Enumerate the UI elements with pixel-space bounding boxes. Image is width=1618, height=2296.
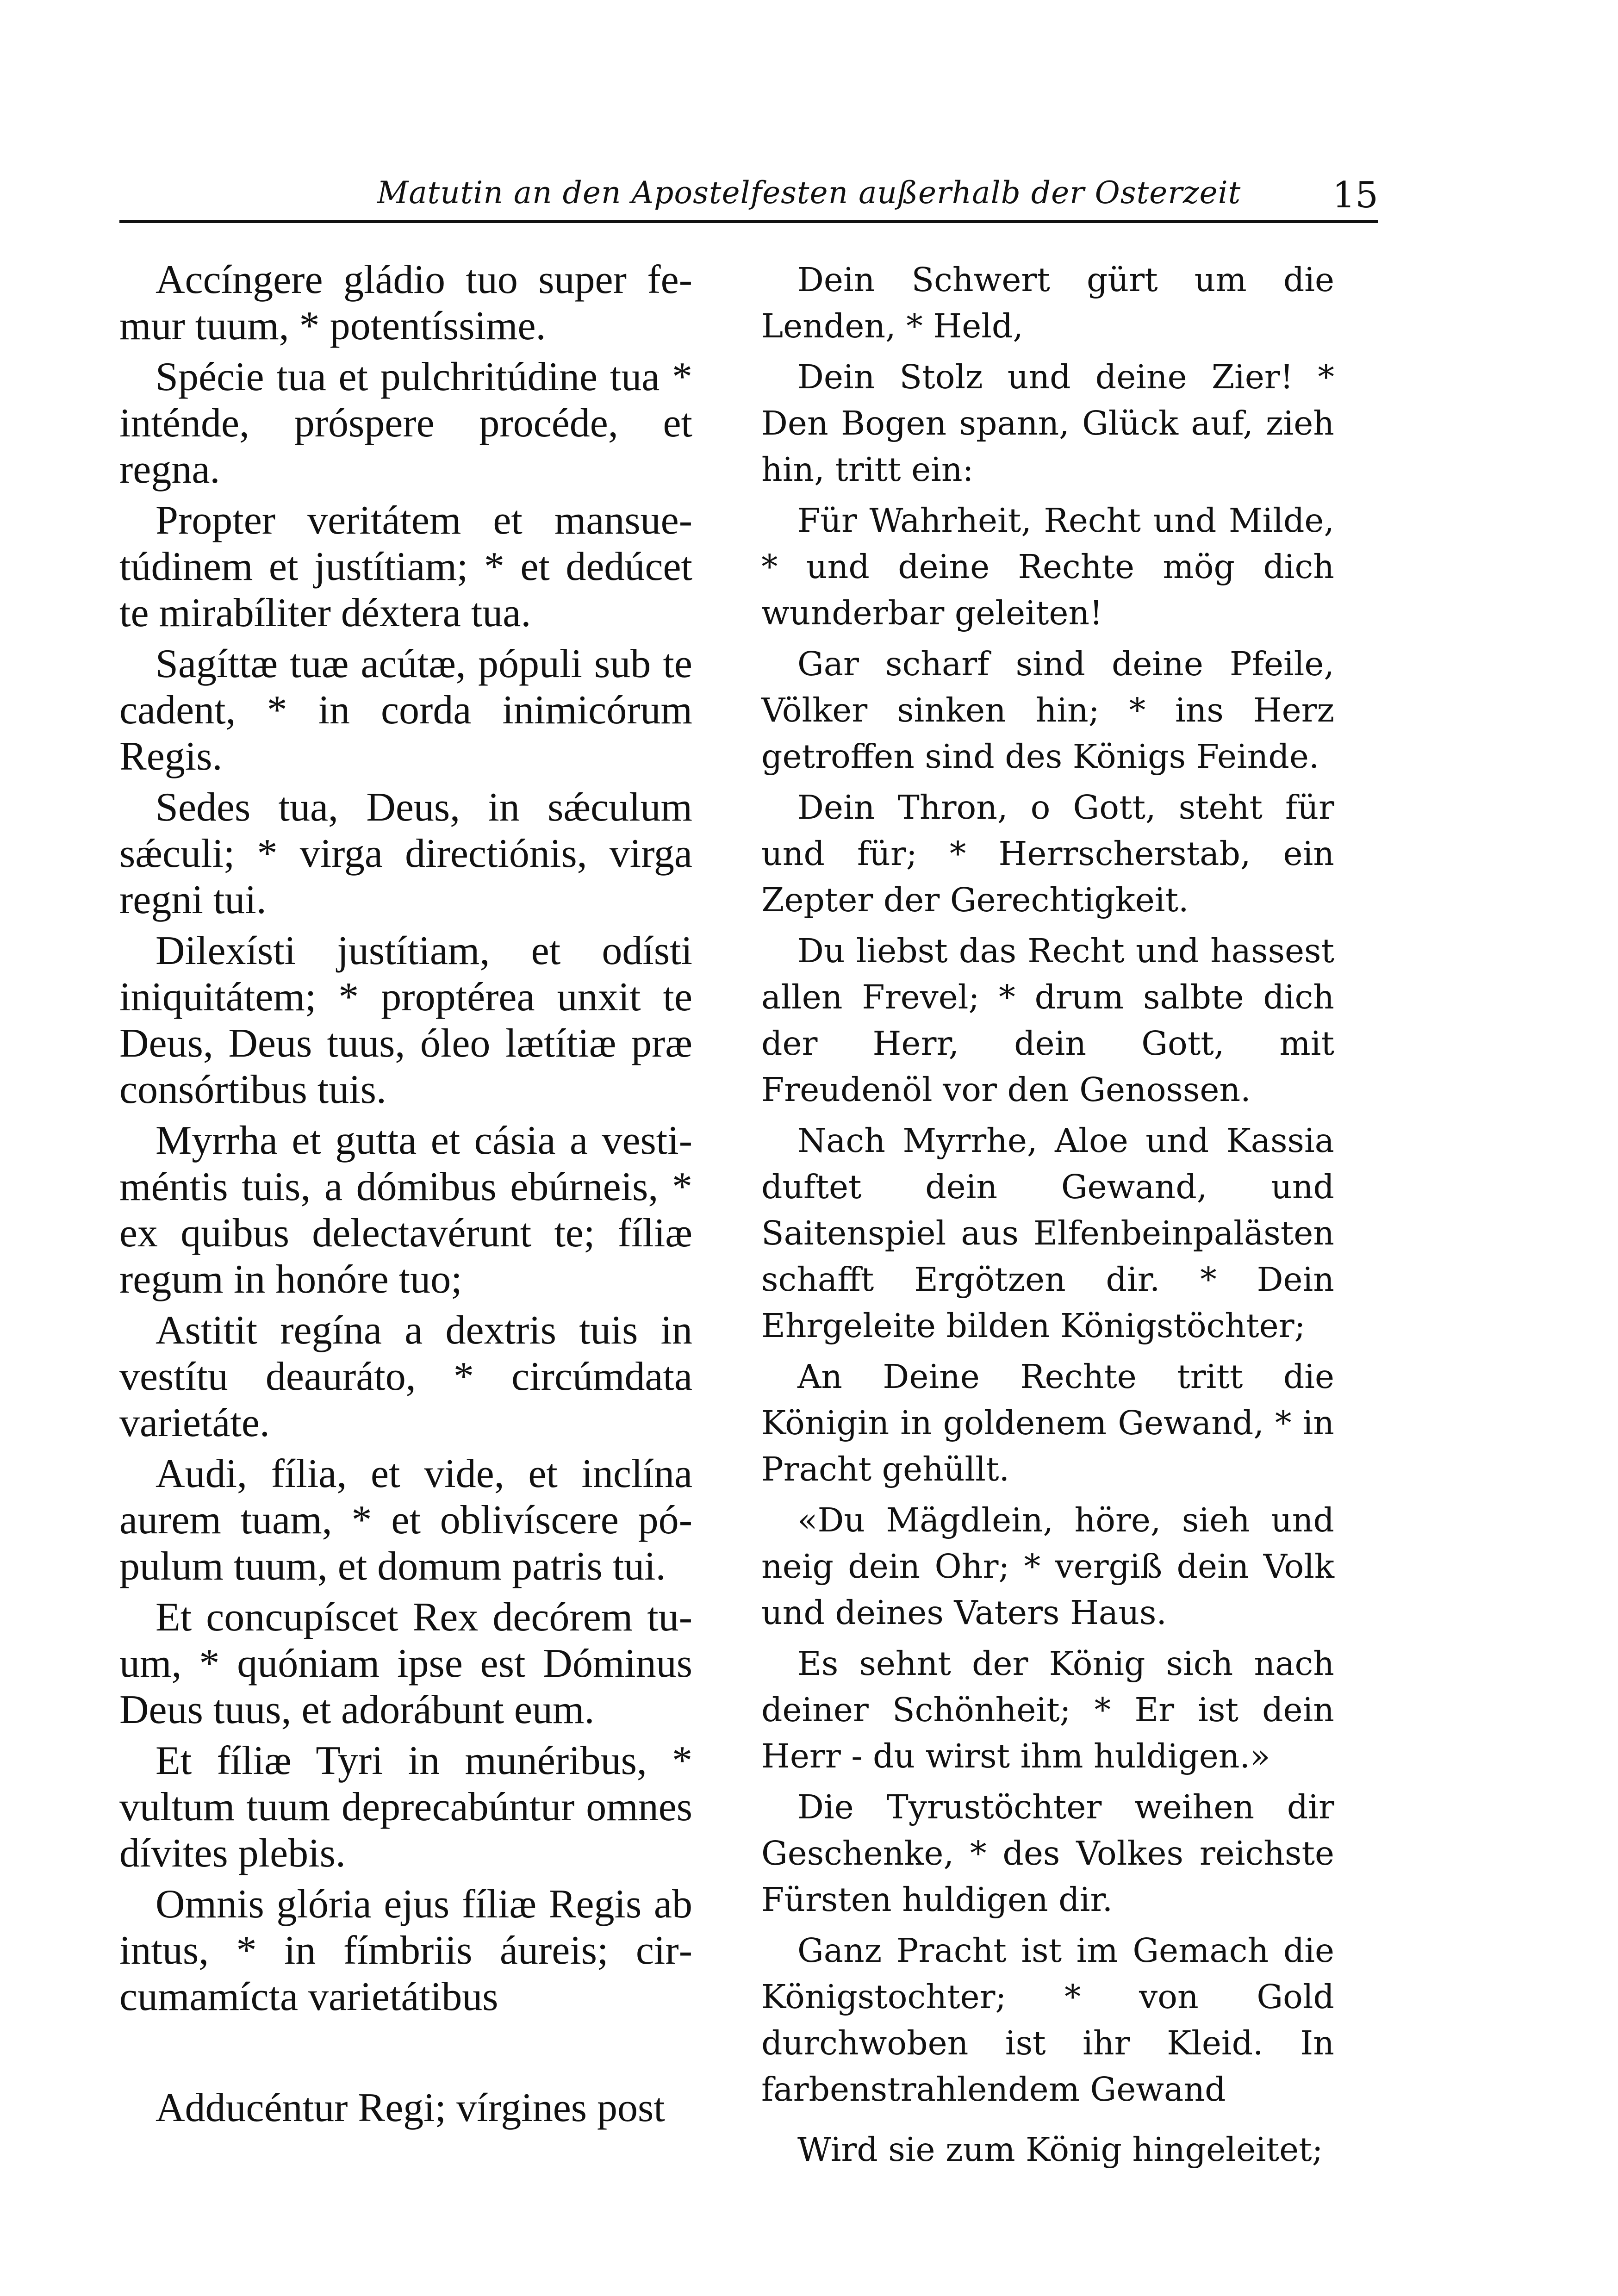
german-verse: Die Tyrustöchter weihen dir Geschenke, * des Volkes reichste Fürsten huldigen dir.	[761, 1788, 1334, 1919]
latin-verse: Sagíttæ tuæ acútæ, pópuli sub te cadent, * in corda inimicórum Regis.	[119, 641, 692, 779]
german-verse: Gar scharf sind deine Pfeile, Völker sinken hin; * ins Herz getroffen sind des Königs Feinde.	[761, 645, 1334, 776]
latin-verse: Accíngere gládio tuo super femur tuum, * potentíssime.	[119, 257, 692, 348]
german-verse: Dein Thron, o Gott, steht für und für; * Herrscherstab, ein Zepter der Gerechtigkeit.	[761, 788, 1334, 919]
german-verse: Ganz Pracht ist im Gemach die Königstochter; * von Gold durchwoben ist ihr Kleid. In farbenstrahlendem Gewand	[761, 1931, 1334, 2109]
latin-verse: Audi, fília, et vide, et inclína aurem tuam, * et oblivíscere pópulum tuum, et domum patris tui.	[119, 1451, 692, 1589]
latin-verse: Astitit regína a dextris tuis in vestítu deauráto, * circúmdata varietáte.	[119, 1308, 692, 1445]
running-title: Matutin an den Apostelfesten außerhalb der Osterzeit	[377, 175, 1241, 211]
german-verse: Du liebst das Recht und hassest allen Frevel; * drum salbte dich der Herr, dein Gott, mit Freudenöl vor den Genossen.	[761, 932, 1334, 1109]
german-verse: Dein Stolz und deine Zier! * Den Bogen spann, Glück auf, zieh hin, tritt ein:	[761, 358, 1334, 489]
latin-verse: Myrrha et gutta et cásia a vestiméntis tuis, a dómibus ebúrneis, * ex quibus delectavérunt te; fíliæ regum in honóre tuo;	[119, 1118, 692, 1302]
german-verse: Wird sie zum König hingeleitet;	[797, 2130, 1323, 2169]
latin-verse: Omnis glória ejus fíliæ Regis ab intus, * in fímbriis áureis; circumamícta varietátibus	[119, 1882, 692, 2019]
german-verse: Nach Myrrhe, Aloe und Kassia duftet dein Gewand, und Saitenspiel aus Elfenbeinpalästen schafft Ergötzen dir. * Dein Ehrgeleite bilden Königstöchter;	[761, 1121, 1334, 1345]
latin-verse: Spécie tua et pulchritúdine tua * inténde, próspere procéde, et regna.	[119, 355, 692, 492]
german-column	[761, 257, 1334, 2178]
latin-verse: Sedes tua, Deus, in sǽculum sǽculi; * virga directiónis, virga regni tui.	[119, 785, 692, 922]
german-verse: An Deine Rechte tritt die Königin in goldenem Gewand, * in Pracht gehüllt.	[761, 1357, 1334, 1488]
german-verse: Es sehnt der König sich nach deiner Schönheit; * Er ist dein Herr - du wirst ihm huldigen.»	[761, 1644, 1334, 1775]
running-header	[119, 169, 1378, 223]
latin-verse: Et concupíscet Rex decórem tuum, * quóniam ipse est Dóminus Deus tuus, et adorábunt eum.	[119, 1595, 692, 1732]
page-number: 15	[1332, 174, 1378, 216]
german-verse: Für Wahrheit, Recht und Milde, * und deine Rechte mög dich wunderbar geleiten!	[761, 501, 1334, 632]
latin-verse: Et fíliæ Tyri in munéribus, * vultum tuum deprecabúntur omnes dívites plebis.	[119, 1738, 692, 1876]
latin-verse: Dilexísti justítiam, et odísti iniquitátem; * proptérea unxit te Deus, Deus tuus, óleo lætítiæ præ consórtibus tuis.	[119, 928, 692, 1112]
german-verse: Dein Schwert gürt um die Lenden, * Held,	[761, 261, 1334, 345]
latin-column	[119, 257, 692, 2136]
latin-verse: Adducéntur Regi; vírgines post	[156, 2085, 665, 2130]
german-verse: «Du Mägdlein, höre, sieh und neig dein Ohr; * vergiß dein Volk und deines Vaters Haus.	[761, 1501, 1334, 1632]
latin-verse: Propter veritátem et mansuetúdinem et justítiam; * et dedúcet te mirabíliter déxtera tua.	[119, 498, 692, 635]
